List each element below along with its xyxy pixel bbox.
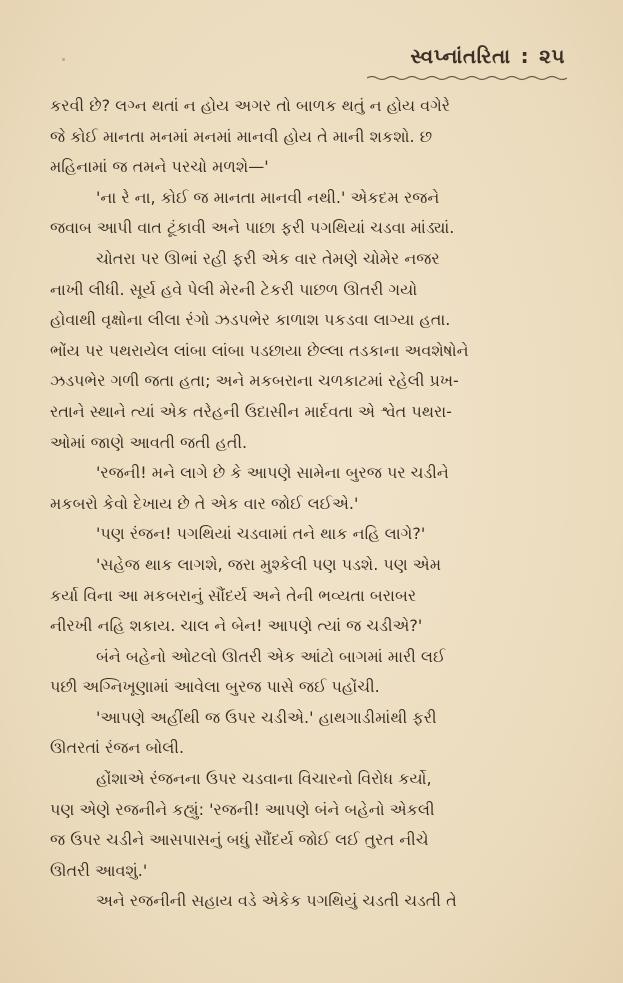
text-line: હોવાથી વૃક્ષોના લીલા રંગો ઝડપભેર કાળાશ પકડવા લાગ્યા હતા. bbox=[50, 310, 451, 330]
text-line: મહિનામાં જ તમને પરચો મળશે—' bbox=[50, 157, 269, 177]
text-line: ઊતરી આવશું.' bbox=[50, 860, 148, 880]
text-line: કરવી છે? લગ્ન થતાં ન હોય અગર તો બાળક થતું ન હોય વગેરે bbox=[50, 96, 451, 115]
text-line: પછી અગ્નિખૂણામાં આવેલા બુરજ પાસે જઈ પહોંચી. bbox=[50, 677, 380, 697]
text-line: 'પણ રંજન! પગથિયાં ચડવામાં તને થાક નહિ લાગે?' bbox=[96, 524, 426, 544]
text-line: જે કોઈ માનતા મનમાં મનમાં માનવી હોય તે માની શકશો. છ bbox=[50, 126, 433, 146]
text-line: ચોતરા પર ઊભાં રહી ફરી એક વાર તેમણે ચોમેર નજર bbox=[96, 248, 440, 268]
text-line: હોંશાએ રંજનના ઉપર ચડવાના વિચારનો વિરોધ કર્યો, bbox=[96, 769, 432, 789]
text-line: ઓમાં જાણે આવતી જતી હતી. bbox=[50, 432, 248, 452]
header-wavy-rule bbox=[367, 75, 567, 81]
text-line: કર્યા વિના આ મકબરાનું સૌંદર્ય અને તેની ભવ્યતા બરાબર bbox=[50, 585, 417, 605]
text-line: પણ એણે રજનીને કહ્યું: 'રજની! આપણે બંને બહેનો એકલી bbox=[50, 799, 435, 819]
text-line: 'રજની! મને લાગે છે કે આપણે સામેના બુરજ પર ચડીને bbox=[96, 463, 449, 483]
text-line: ઊતરતાં રંજન બોલી. bbox=[50, 738, 185, 758]
text-line: 'ના રે ના, કોઈ જ માનતા માનવી નથી.' એકદમ રજને bbox=[96, 187, 440, 207]
text-line: 'આપણે અહીંથી જ ઉપર ચડીએ.' હાથગાડીમાંથી ફરી bbox=[96, 707, 437, 727]
header-separator: : bbox=[520, 44, 530, 68]
text-line: જવાબ આપી વાત ટૂંકાવી અને પાછા ફરી પગથિયાં ચડવા માંડ્યાં. bbox=[50, 218, 455, 238]
text-line: નાખી લીધી. સૂર્ય હવે પેલી મેરની ટેકરી પાછળ ઊતરી ગયો bbox=[50, 279, 418, 299]
page-speck bbox=[62, 58, 65, 61]
text-line: બંને બહેનો ઓટલો ઊતરી એક આંટો બાગમાં મારી લઈ bbox=[96, 646, 446, 666]
text-line: જ ઉપર ચડીને આસપાસનું બધું સૌંદર્ય જોઈ લઈ તુરત નીચે bbox=[50, 830, 429, 850]
text-line: નીરખી નહિ શકાય. ચાલ ને બેન! આપણે ત્યાં જ ચડીએ?' bbox=[50, 616, 423, 636]
text-line: રતાને સ્થાને ત્યાં એક તરેહની ઉદાસીન માર્દવતા એ શ્વેત પથરા- bbox=[50, 401, 452, 421]
text-line: 'સહેજ થાક લાગશે, જરા મુશ્કેલી પણ પડશે. પણ એમ bbox=[96, 554, 441, 574]
header-title: સ્વપ્નાંતરિતા bbox=[410, 44, 511, 68]
running-header bbox=[410, 44, 565, 68]
text-line: ઝડપભેર ગળી જતા હતા; અને મકબરાના ચળકાટમાં રહેલી પ્રખ- bbox=[50, 371, 459, 391]
text-line: મકબરો કેવો દેખાય છે તે એક વાર જોઈ લઈએ.' bbox=[50, 493, 359, 513]
page-number: ૨૫ bbox=[539, 44, 565, 68]
text-line: અને રજનીની સહાય વડે એકેક પગથિયું ચડતી ચડતી તે bbox=[96, 891, 457, 911]
body-text bbox=[50, 96, 570, 922]
text-line: ભોંય પર પથરાયેલ લાંબા લાંબા પડછાયા છેલ્લા તડકાના અવશેષોને bbox=[50, 340, 469, 360]
